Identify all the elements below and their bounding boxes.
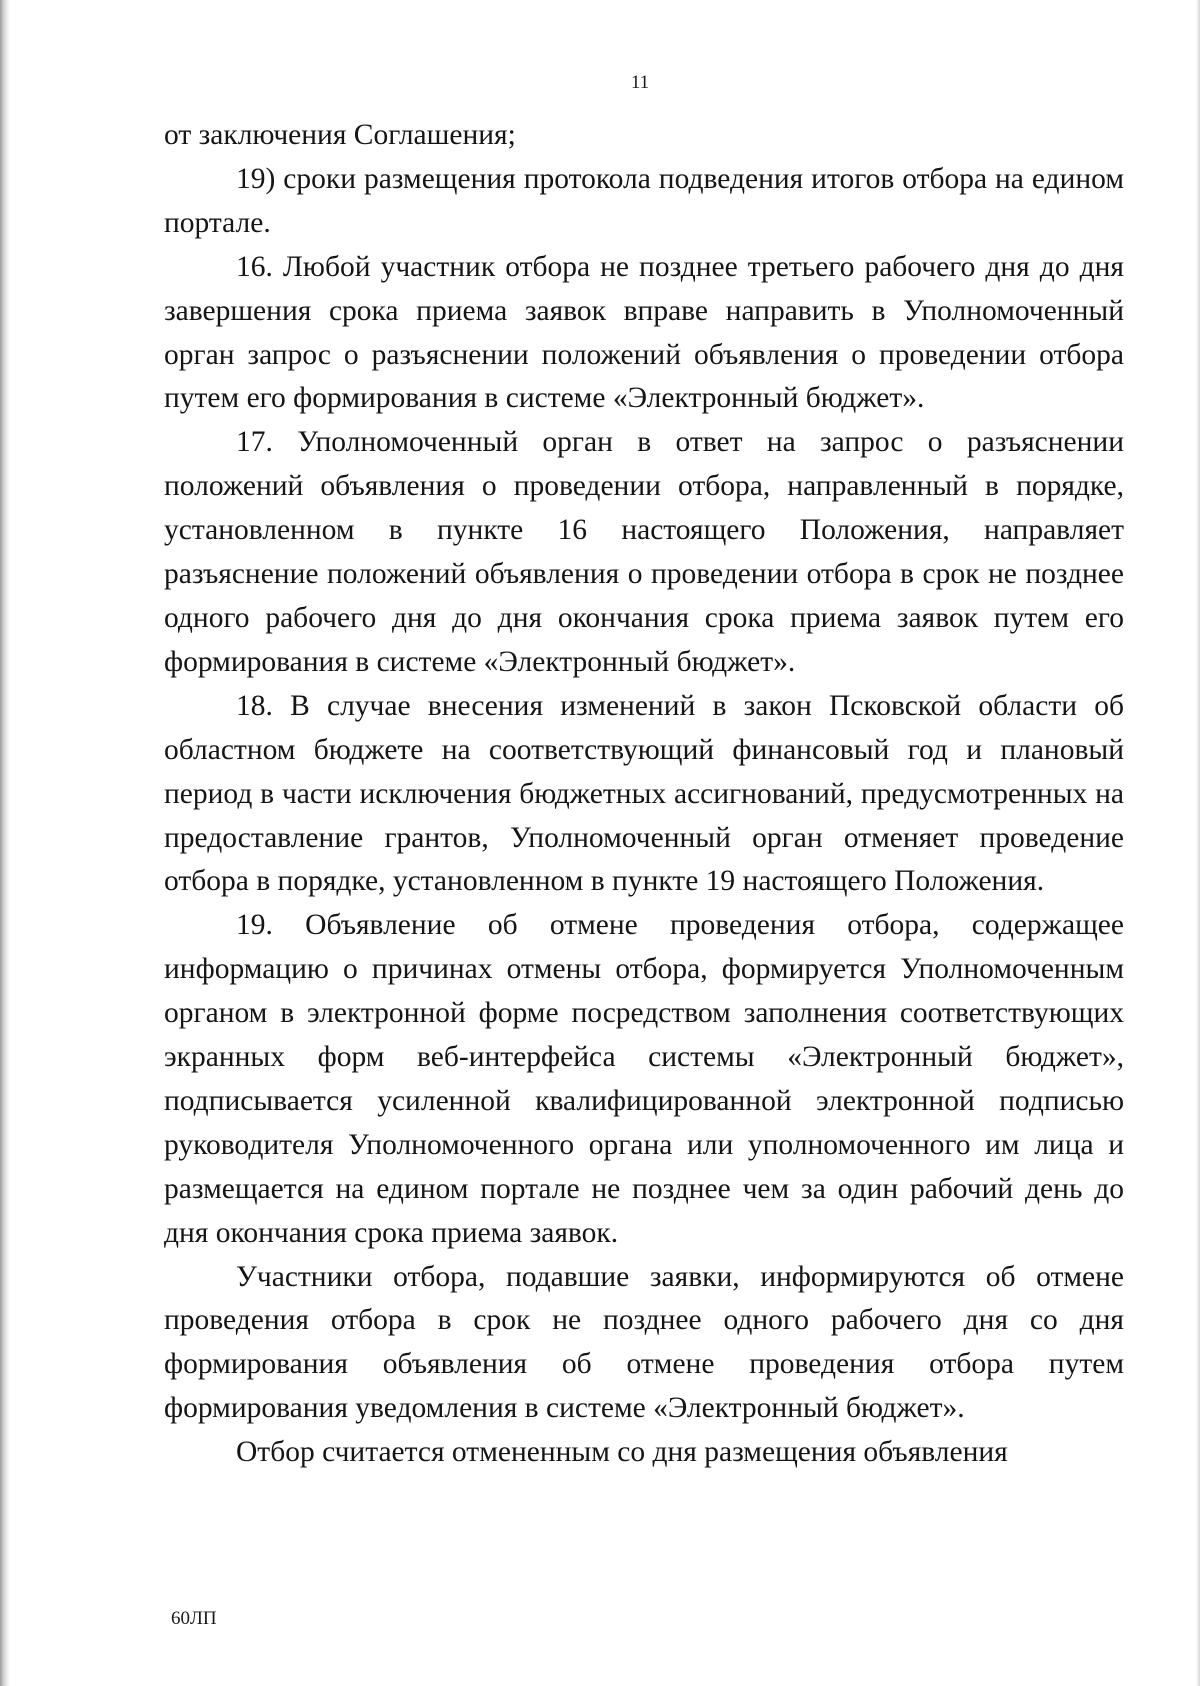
document-body — [164, 114, 1124, 1475]
page-number: 11 — [630, 72, 650, 93]
paragraph-cancellation-effective: Отбор считается отмененным со дня размещения объявления — [236, 1436, 1008, 1469]
scan-edge-right — [1196, 0, 1200, 1686]
paragraph-clause-16: 16. Любой участник отбора не позднее третьего рабочего дня до дня завершения срока приема заявок вправе направить в Уполномоченный орган запрос о разъяснении положений объявления о проведении отбора путем его формирования в системе «Электронный бюджет». — [164, 250, 1124, 415]
paragraph-clause-18: 18. В случае внесения изменений в закон Псковской области об областном бюджете на соответствующий финансовый год и плановый период в части исключения бюджетных ассигнований, предусмотренных на предоставление грантов, Уполномоченный орган отменяет проведение отбора в порядке, установленном в пункте 19 настоящего Положения. — [164, 689, 1124, 898]
scan-edge — [0, 0, 10, 1686]
paragraph-clause-17: 17. Уполномоченный орган в ответ на запрос о разъяснении положений объявления о проведении отбора, направленный в порядке, установленном в пункте 16 настоящего Положения, направляет разъяснение положений объявления о проведении отбора в срок не позднее одного рабочего дня до дня окончания срока приема заявок путем его формирования в системе «Электронный бюджет». — [164, 426, 1124, 678]
paragraph-item-19: 19) сроки размещения протокола подведения итогов отбора на едином портале. — [164, 162, 1124, 239]
paragraph-clause-19: 19. Объявление об отмене проведения отбора, содержащее информацию о причинах отмены отбора, формируется Уполномоченным органом в электронной форме посредством заполнения соответствующих экранных форм веб-интерфейса системы «Электронный бюджет», подписывается усиленной квалифицированной электронной подписью руководителя Уполномоченного органа или уполномоченного им лица и размещается на едином портале не позднее чем за один рабочий день до дня окончания срока приема заявок. — [164, 909, 1124, 1249]
paragraph-participants-notice: Участники отбора, подавшие заявки, информируются об отмене проведения отбора в срок не позднее одного рабочего дня со дня формирования объявления об отмене проведения отбора путем формирования уведомления в системе «Электронный бюджет». — [164, 1260, 1124, 1425]
paragraph-continuation: от заключения Соглашения; — [164, 119, 516, 151]
document-code: 60ЛП — [171, 1608, 217, 1629]
